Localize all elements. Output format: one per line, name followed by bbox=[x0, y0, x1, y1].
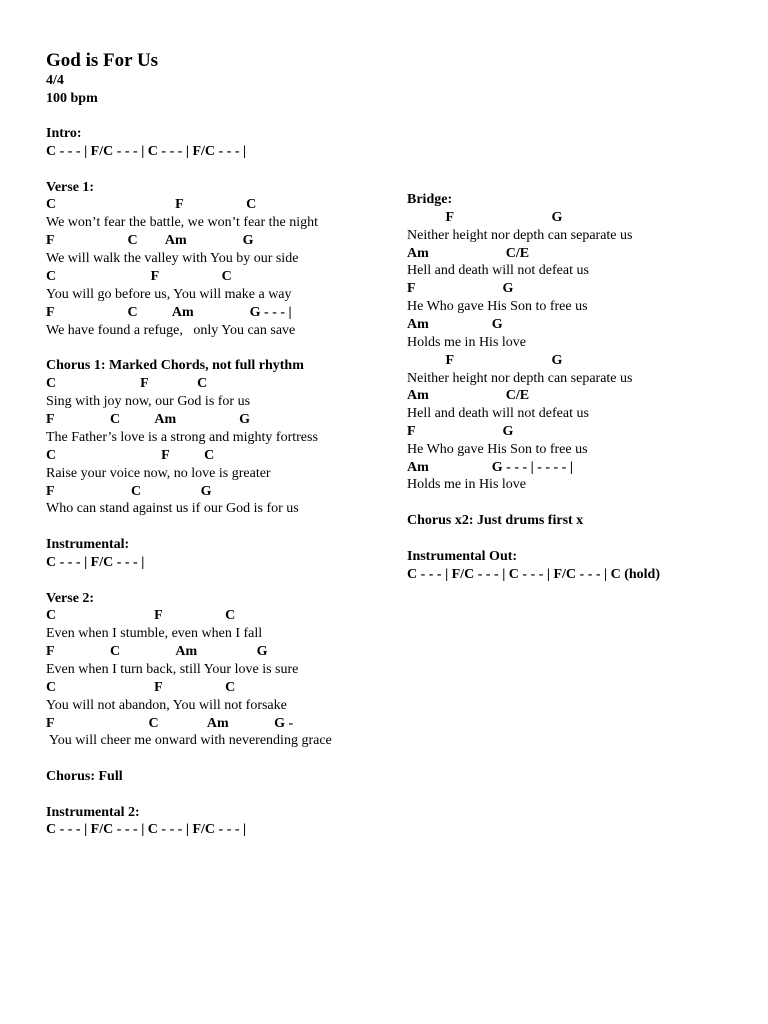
chord-or-heading-line: C - - - | F/C - - - | C - - - | F/C - - - | bbox=[46, 822, 247, 837]
chord-or-heading-line: Instrumental 2: bbox=[46, 805, 140, 820]
lyric-line: We won’t fear the battle, we won’t fear the night bbox=[46, 215, 319, 230]
lyric-line: Even when I stumble, even when I fall bbox=[46, 626, 263, 641]
lyric-line: Hell and death will not defeat us bbox=[407, 263, 589, 278]
tempo: 100 bpm bbox=[46, 91, 98, 106]
chord-or-heading-line: C - - - | F/C - - - | bbox=[46, 555, 145, 570]
chord-or-heading-line: C F C bbox=[46, 197, 257, 212]
chord-or-heading-line: Verse 2: bbox=[46, 591, 95, 606]
lyric-line: Who can stand against us if our God is for us bbox=[46, 501, 299, 516]
lyric-line: You will not abandon, You will not forsake bbox=[46, 698, 287, 713]
chord-or-heading-line: F G bbox=[407, 281, 514, 296]
chord-or-heading-line: F C Am G bbox=[46, 412, 251, 427]
song-title: God is For Us bbox=[46, 50, 159, 71]
lyric-line: You will cheer me onward with neverending grace bbox=[46, 733, 332, 748]
chord-or-heading-line: Chorus x2: Just drums first x bbox=[407, 513, 584, 528]
chord-or-heading-line: Chorus: Full bbox=[46, 769, 123, 784]
chord-or-heading-line: Am G bbox=[407, 317, 503, 332]
chord-or-heading-line: C - - - | F/C - - - | C - - - | F/C - - - | C (hold) bbox=[407, 567, 660, 582]
chord-or-heading-line: C - - - | F/C - - - | C - - - | F/C - - - | bbox=[46, 144, 247, 159]
chord-or-heading-line: Am C/E bbox=[407, 388, 530, 403]
chord-or-heading-line: Verse 1: bbox=[46, 180, 95, 195]
chord-or-heading-line: F C Am G - bbox=[46, 716, 294, 731]
chord-or-heading-line: Am C/E bbox=[407, 246, 530, 261]
chord-or-heading-line: F G bbox=[407, 210, 563, 225]
lyric-line: Sing with joy now, our God is for us bbox=[46, 394, 251, 409]
lyric-line: Holds me in His love bbox=[407, 477, 526, 492]
lyric-line: The Father’s love is a strong and mighty fortress bbox=[46, 430, 318, 445]
chord-or-heading-line: Instrumental: bbox=[46, 537, 130, 552]
lyric-line: We will walk the valley with You by our side bbox=[46, 251, 299, 266]
chord-or-heading-line: Am G - - - | - - - - | bbox=[407, 460, 573, 475]
chord-or-heading-line: F C Am G bbox=[46, 233, 254, 248]
lyric-line: Neither height nor depth can separate us bbox=[407, 228, 633, 243]
lyric-line: Raise your voice now, no love is greater bbox=[46, 466, 271, 481]
chord-or-heading-line: F G bbox=[407, 424, 514, 439]
chord-or-heading-line: Bridge: bbox=[407, 192, 453, 207]
lyric-line: Holds me in His love bbox=[407, 335, 526, 350]
chord-or-heading-line: Intro: bbox=[46, 126, 82, 141]
lyric-line: Neither height nor depth can separate us bbox=[407, 371, 633, 386]
lyric-line: You will go before us, You will make a way bbox=[46, 287, 292, 302]
chord-or-heading-line: C F C bbox=[46, 376, 208, 391]
lyric-line: He Who gave His Son to free us bbox=[407, 442, 588, 457]
lyric-line: Hell and death will not defeat us bbox=[407, 406, 589, 421]
chord-or-heading-line: F C Am G bbox=[46, 644, 268, 659]
chord-or-heading-line: F C Am G - - - | bbox=[46, 305, 292, 320]
chord-or-heading-line: C F C bbox=[46, 680, 236, 695]
lyric-line: We have found a refuge, only You can save bbox=[46, 323, 296, 338]
chord-or-heading-line: C F C bbox=[46, 608, 236, 623]
chord-or-heading-line: C F C bbox=[46, 448, 215, 463]
chord-or-heading-line: Instrumental Out: bbox=[407, 549, 518, 564]
lyric-line: Even when I turn back, still Your love is sure bbox=[46, 662, 299, 677]
time-signature: 4/4 bbox=[46, 73, 64, 88]
chord-or-heading-line: F G bbox=[407, 353, 563, 368]
chord-or-heading-line: C F C bbox=[46, 269, 232, 284]
chord-or-heading-line: Chorus 1: Marked Chords, not full rhythm bbox=[46, 358, 304, 373]
lyric-line: He Who gave His Son to free us bbox=[407, 299, 588, 314]
chord-or-heading-line: F C G bbox=[46, 484, 212, 499]
